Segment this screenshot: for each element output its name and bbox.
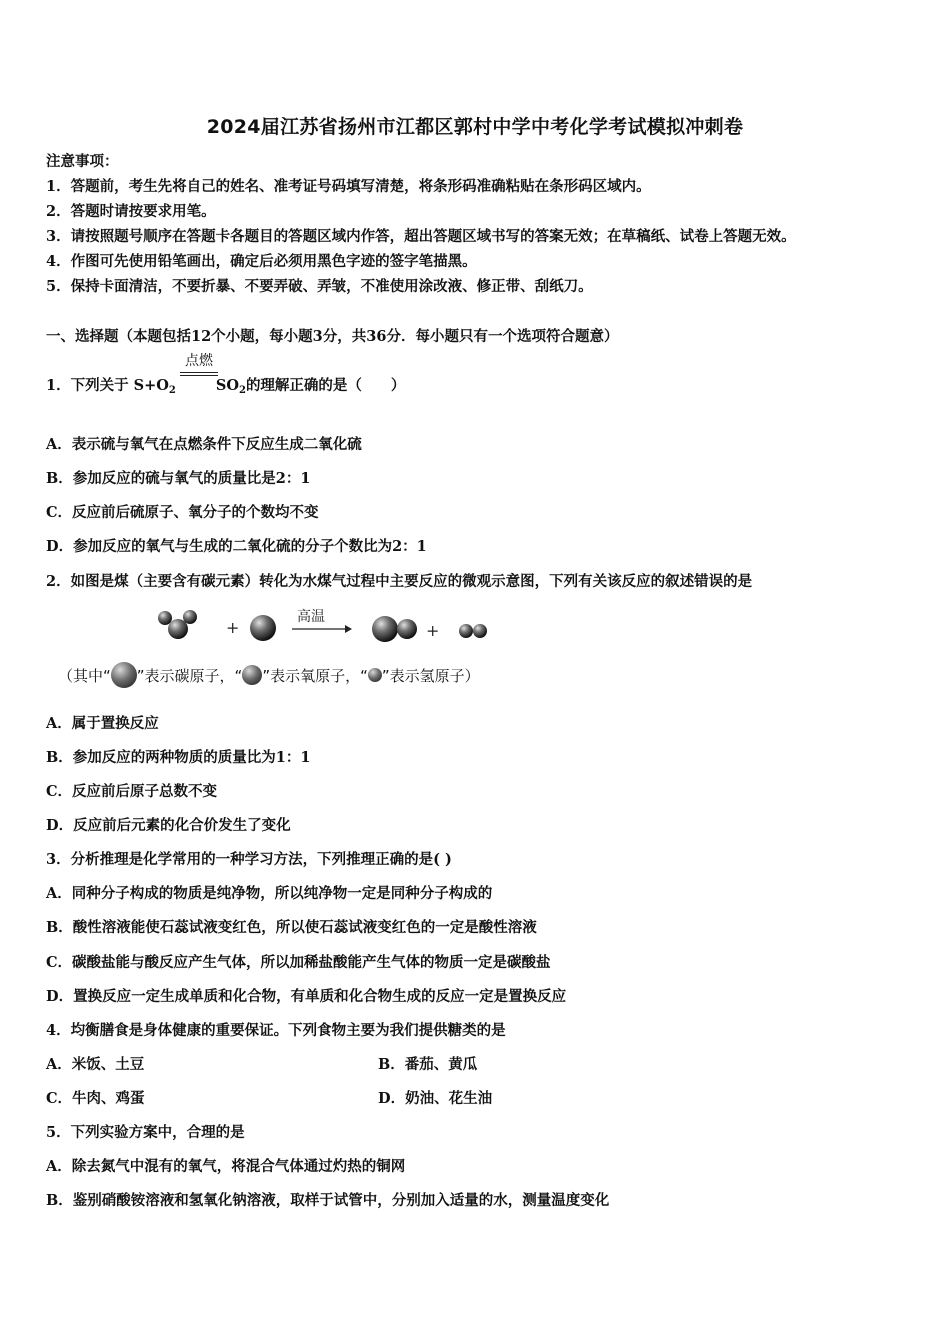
oxygen-atom-icon: [242, 665, 262, 685]
co-molecule: [372, 616, 417, 642]
q2-option: D．反应前后元素的化合价发生了变化: [46, 817, 291, 834]
carbon-atom: [372, 616, 398, 642]
q1-option: A．表示硫与氧气在点燃条件下反应生成二氧化硫: [46, 436, 362, 453]
hydrogen-atom: [183, 610, 197, 624]
q1-option: D．参加反应的氧气与生成的二氧化硫的分子个数比为2：1: [46, 538, 427, 555]
q1-reactants: 1．下列关于 S+O: [46, 377, 169, 394]
q4-option: A．米饭、土豆: [46, 1056, 145, 1073]
question-4-stem: 4．均衡膳食是身体健康的重要保证。下列食物主要为我们提供糖类的是: [46, 1022, 506, 1039]
atom-legend: [58, 659, 480, 691]
page-title: 2024届江苏省扬州市江都区郭村中学中考化学考试模拟冲刺卷: [206, 116, 744, 138]
q1-subscript: 2: [238, 385, 246, 396]
hydrogen-atom-icon: [368, 668, 382, 682]
q1-equals-line: [180, 372, 218, 373]
q5-option: A．除去氮气中混有的氧气，将混合气体通过灼热的铜网: [46, 1158, 406, 1175]
hydrogen-atom: [473, 624, 487, 638]
q3-option: C．碳酸盐能与酸反应产生气体，所以加稀盐酸能产生气体的物质一定是碳酸盐: [46, 954, 551, 971]
oxygen-atom: [168, 619, 188, 639]
q1-option: C．反应前后硫原子、氧分子的个数均不变: [46, 504, 319, 521]
q1-equals-line: [180, 375, 218, 376]
q4-option: C．牛肉、鸡蛋: [46, 1090, 145, 1107]
note-item: 5．保持卡面清洁，不要折暴、不要弄破、弄皱，不准使用涂改液、修正带、刮纸刀。: [46, 278, 593, 295]
note-item: 1．答题前，考生先将自己的姓名、准考证号码填写清楚，将条形码准确粘贴在条形码区域内。: [46, 178, 651, 195]
question-5-stem: 5．下列实验方案中，合理的是: [46, 1124, 245, 1141]
q3-option: B．酸性溶液能使石蕊试液变红色，所以使石蕊试液变红色的一定是酸性溶液: [46, 919, 537, 936]
note-item: 2．答题时请按要求用笔。: [46, 203, 216, 220]
legend-text: ”表示碳原子，“: [136, 666, 243, 685]
q1-suffix: 的理解正确的是（ ）: [245, 377, 406, 394]
q5-option: B．鉴别硝酸铵溶液和氢氧化钠溶液，取样于试管中，分别加入适量的水，测量温度变化: [46, 1192, 610, 1209]
diagram-condition: 高温: [297, 609, 325, 625]
plus-sign: +: [226, 618, 240, 637]
legend-text: ”表示氢原子）: [381, 666, 480, 685]
legend-text: ”表示氧原子，“: [262, 666, 368, 685]
question-1-stem: [46, 376, 405, 401]
note-item: 4．作图可先使用铅笔画出，确定后必须用黑色字迹的签字笔描黑。: [46, 253, 477, 270]
q1-reaction-condition: 点燃: [185, 353, 213, 369]
q4-option: D．奶油、花生油: [378, 1090, 493, 1107]
q2-option: A．属于置换反应: [46, 715, 159, 732]
hydrogen-molecule: [459, 624, 487, 638]
legend-text: （其中“: [58, 666, 111, 685]
reaction-diagram: [150, 603, 510, 653]
q2-option: C．反应前后原子总数不变: [46, 783, 218, 800]
q3-option: D．置换反应一定生成单质和化合物，有单质和化合物生成的反应一定是置换反应: [46, 988, 567, 1005]
q1-subscript: 2: [168, 385, 176, 396]
question-2-stem: 2．如图是煤（主要含有碳元素）转化为水煤气过程中主要反应的微观示意图，下列有关该反应的叙述错误的是: [46, 573, 753, 590]
question-3-stem: 3．分析推理是化学常用的一种学习方法，下列推理正确的是( ): [46, 851, 452, 868]
water-molecule: [158, 610, 197, 639]
note-item: 3．请按照题号顺序在答题卡各题目的答题区域内作答，超出答题区域书写的答案无效；在草稿纸、试卷上答题无效。: [46, 228, 796, 245]
q1-product: SO: [215, 377, 239, 394]
plus-sign: +: [426, 621, 440, 640]
hydrogen-atom: [459, 624, 473, 638]
q4-option: B．番茄、黄瓜: [378, 1056, 478, 1073]
arrow-head: [345, 625, 352, 633]
oxygen-atom: [397, 619, 417, 639]
carbon-atom-icon: [111, 662, 137, 688]
carbon-atom: [250, 615, 276, 641]
hydrogen-atom: [158, 611, 172, 625]
section-heading: 一、选择题（本题包括12个小题，每小题3分，共36分．每小题只有一个选项符合题意）: [46, 328, 619, 345]
q2-option: B．参加反应的两种物质的质量比为1：1: [46, 749, 311, 766]
notes-heading: 注意事项：: [46, 153, 119, 170]
q1-option: B．参加反应的硫与氧气的质量比是2：1: [46, 470, 311, 487]
q3-option: A．同种分子构成的物质是纯净物，所以纯净物一定是同种分子构成的: [46, 885, 493, 902]
